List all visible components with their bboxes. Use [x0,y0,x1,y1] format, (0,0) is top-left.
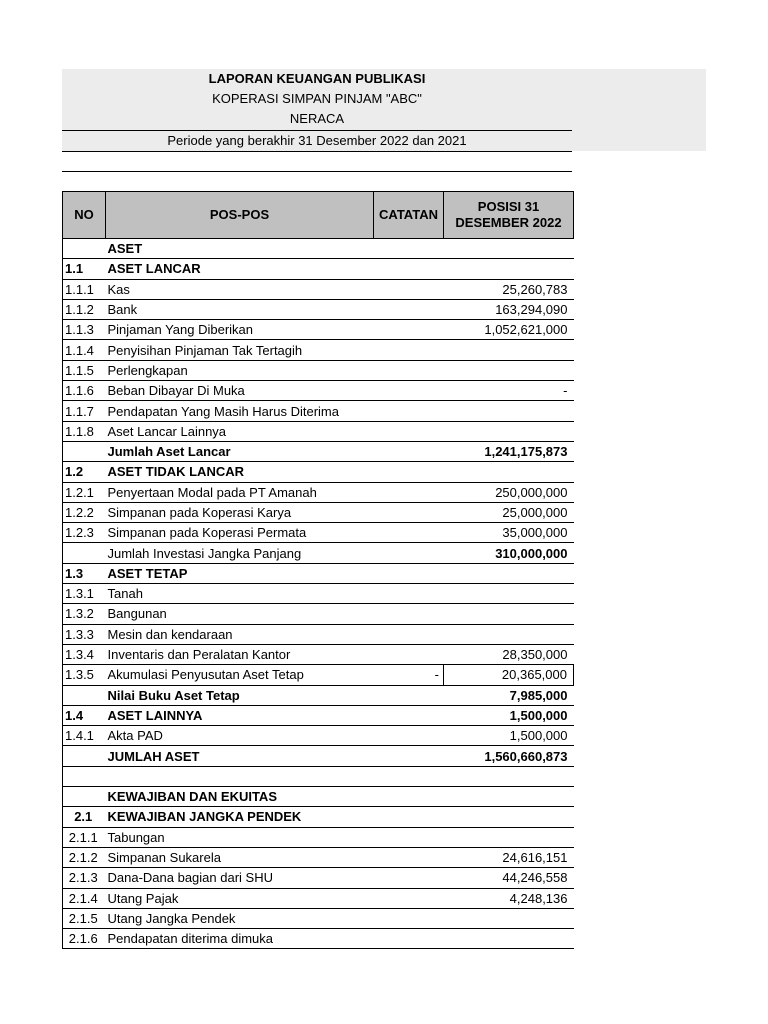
row-label: Penyisihan Pinjaman Tak Tertagih [106,340,374,360]
row-number: 1.1.8 [63,421,106,441]
table-row [63,441,574,461]
table-row [63,624,574,644]
row-value: 25,000,000 [444,502,574,522]
table-row [63,604,574,624]
report-period: Periode yang berakhir 31 Desember 2022 dan 2021 [167,133,467,148]
row-value: 250,000,000 [444,482,574,502]
row-label: Aset Lancar Lainnya [106,421,374,441]
row-label: Simpanan Sukarela [106,847,374,867]
row-value: 35,000,000 [444,523,574,543]
table-row [63,421,574,441]
table-row [63,381,574,401]
row-catatan [374,502,444,522]
row-catatan [374,421,444,441]
row-value: 28,350,000 [444,644,574,664]
table-row [63,766,574,786]
row-catatan [374,279,444,299]
row-label: ASET LAINNYA [106,705,374,725]
report-title: LAPORAN KEUANGAN PUBLIKASI [208,71,426,86]
row-value [444,827,574,847]
row-number [63,441,106,461]
period-underline [62,151,572,152]
row-catatan [374,787,444,807]
row-label: ASET [106,239,374,259]
row-value [444,259,574,279]
row-catatan [374,320,444,340]
row-number: 1.3 [63,563,106,583]
table-row [63,279,574,299]
row-number: 1.1.3 [63,320,106,340]
row-label: Akta PAD [106,726,374,746]
table-row [63,401,574,421]
row-catatan [374,543,444,563]
row-value [444,929,574,949]
row-number: 1.2 [63,462,106,482]
row-number: 2.1.2 [63,847,106,867]
row-number [63,685,106,705]
row-catatan [374,766,444,786]
row-number: 1.1 [63,259,106,279]
row-catatan [374,239,444,259]
row-catatan [374,929,444,949]
row-label: Dana-Dana bagian dari SHU [106,868,374,888]
row-label: Inventaris dan Peralatan Kantor [106,644,374,664]
row-catatan: - [374,665,444,685]
report-entity: KOPERASI SIMPAN PINJAM "ABC" [212,91,422,106]
row-label: Penyertaan Modal pada PT Amanah [106,482,374,502]
row-value: 1,500,000 [444,726,574,746]
report-statement: NERACA [289,111,345,126]
row-label: Perlengkapan [106,360,374,380]
row-number: 2.1.1 [63,827,106,847]
row-catatan [374,746,444,766]
row-label: JUMLAH ASET [106,746,374,766]
row-catatan [374,644,444,664]
row-value: 7,985,000 [444,685,574,705]
row-number: 1.1.4 [63,340,106,360]
row-catatan [374,685,444,705]
table-row [63,360,574,380]
table-row [63,807,574,827]
table-row [63,462,574,482]
row-catatan [374,259,444,279]
table-row [63,705,574,725]
row-catatan [374,441,444,461]
row-number: 1.1.6 [63,381,106,401]
row-value [444,563,574,583]
row-number: 2.1.5 [63,908,106,928]
row-number: 1.1.5 [63,360,106,380]
row-label: Simpanan pada Koperasi Permata [106,523,374,543]
row-catatan [374,401,444,421]
row-catatan [374,604,444,624]
row-catatan [374,360,444,380]
table-row [63,847,574,867]
row-value: 4,248,136 [444,888,574,908]
row-number [63,543,106,563]
table-row [63,340,574,360]
table-row [63,929,574,949]
row-number: 1.3.5 [63,665,106,685]
row-value [444,807,574,827]
row-value [444,908,574,928]
row-value: 1,500,000 [444,705,574,725]
row-label: Bangunan [106,604,374,624]
row-value: - [444,381,574,401]
table-row [63,685,574,705]
row-value: 163,294,090 [444,299,574,319]
row-catatan [374,827,444,847]
row-catatan [374,807,444,827]
row-number [63,766,106,786]
header-pos: POS-POS [106,192,374,239]
table-row [63,584,574,604]
row-value [444,340,574,360]
table-row [63,746,574,766]
table-row [63,320,574,340]
row-catatan [374,462,444,482]
header-posisi: POSISI 31 DESEMBER 2022 [444,192,574,239]
row-catatan [374,563,444,583]
row-label: Utang Jangka Pendek [106,908,374,928]
row-label: Nilai Buku Aset Tetap [106,685,374,705]
row-number [63,746,106,766]
table-row [63,644,574,664]
row-label: Beban Dibayar Di Muka [106,381,374,401]
row-value [444,421,574,441]
table-row [63,482,574,502]
row-number: 1.1.1 [63,279,106,299]
row-label: ASET TETAP [106,563,374,583]
table-row [63,868,574,888]
row-value: 1,052,621,000 [444,320,574,340]
row-label: KEWAJIBAN JANGKA PENDEK [106,807,374,827]
row-label: Pendapatan Yang Masih Harus Diterima [106,401,374,421]
row-catatan [374,908,444,928]
table-row [63,259,574,279]
row-value [444,360,574,380]
row-value [444,604,574,624]
row-number [63,239,106,259]
row-label: KEWAJIBAN DAN EKUITAS [106,787,374,807]
row-label: Tanah [106,584,374,604]
balance-sheet-table [62,191,574,949]
row-label: Mesin dan kendaraan [106,624,374,644]
row-value [444,462,574,482]
row-catatan [374,299,444,319]
row-label: Tabungan [106,827,374,847]
row-catatan [374,381,444,401]
row-value: 310,000,000 [444,543,574,563]
row-value: 44,246,558 [444,868,574,888]
row-number: 1.3.3 [63,624,106,644]
row-number: 2.1.3 [63,868,106,888]
row-value: 1,241,175,873 [444,441,574,461]
row-value [444,401,574,421]
row-catatan [374,726,444,746]
row-value [444,584,574,604]
row-number: 1.3.2 [63,604,106,624]
row-number: 1.3.4 [63,644,106,664]
table-row [63,827,574,847]
row-catatan [374,624,444,644]
header-catatan: CATATAN [374,192,444,239]
table-row [63,299,574,319]
row-value [444,787,574,807]
row-catatan [374,868,444,888]
row-number: 2.1.4 [63,888,106,908]
table-row [63,665,574,685]
row-label [106,766,374,786]
row-label: ASET LANCAR [106,259,374,279]
row-label: ASET TIDAK LANCAR [106,462,374,482]
row-number: 1.1.7 [63,401,106,421]
row-value: 1,560,660,873 [444,746,574,766]
row-value: 24,616,151 [444,847,574,867]
table-row [63,239,574,259]
row-number: 1.2.2 [63,502,106,522]
row-number: 2.1.6 [63,929,106,949]
row-value [444,624,574,644]
row-number [63,787,106,807]
row-label: Utang Pajak [106,888,374,908]
row-number: 2.1 [63,807,106,827]
row-number: 1.3.1 [63,584,106,604]
row-value [444,239,574,259]
table-row [63,563,574,583]
spacer-rule [62,171,572,172]
table-row [63,787,574,807]
row-number: 1.4 [63,705,106,725]
row-label: Bank [106,299,374,319]
row-number: 1.1.2 [63,299,106,319]
row-catatan [374,482,444,502]
row-label: Kas [106,279,374,299]
row-label: Jumlah Aset Lancar [106,441,374,461]
row-value [444,766,574,786]
table-row [63,523,574,543]
table-row [63,502,574,522]
table-row [63,888,574,908]
row-value: 20,365,000 [444,665,574,685]
row-label: Pinjaman Yang Diberikan [106,320,374,340]
row-label: Akumulasi Penyusutan Aset Tetap [106,665,374,685]
row-catatan [374,847,444,867]
row-label: Jumlah Investasi Jangka Panjang [106,543,374,563]
row-label: Pendapatan diterima dimuka [106,929,374,949]
table-row [63,726,574,746]
row-catatan [374,523,444,543]
row-catatan [374,888,444,908]
row-number: 1.4.1 [63,726,106,746]
header-no: NO [63,192,106,239]
table-row [63,908,574,928]
row-catatan [374,340,444,360]
row-catatan [374,705,444,725]
row-number: 1.2.1 [63,482,106,502]
table-row [63,543,574,563]
row-label: Simpanan pada Koperasi Karya [106,502,374,522]
row-catatan [374,584,444,604]
row-number: 1.2.3 [63,523,106,543]
row-value: 25,260,783 [444,279,574,299]
table-header-row [63,192,574,239]
